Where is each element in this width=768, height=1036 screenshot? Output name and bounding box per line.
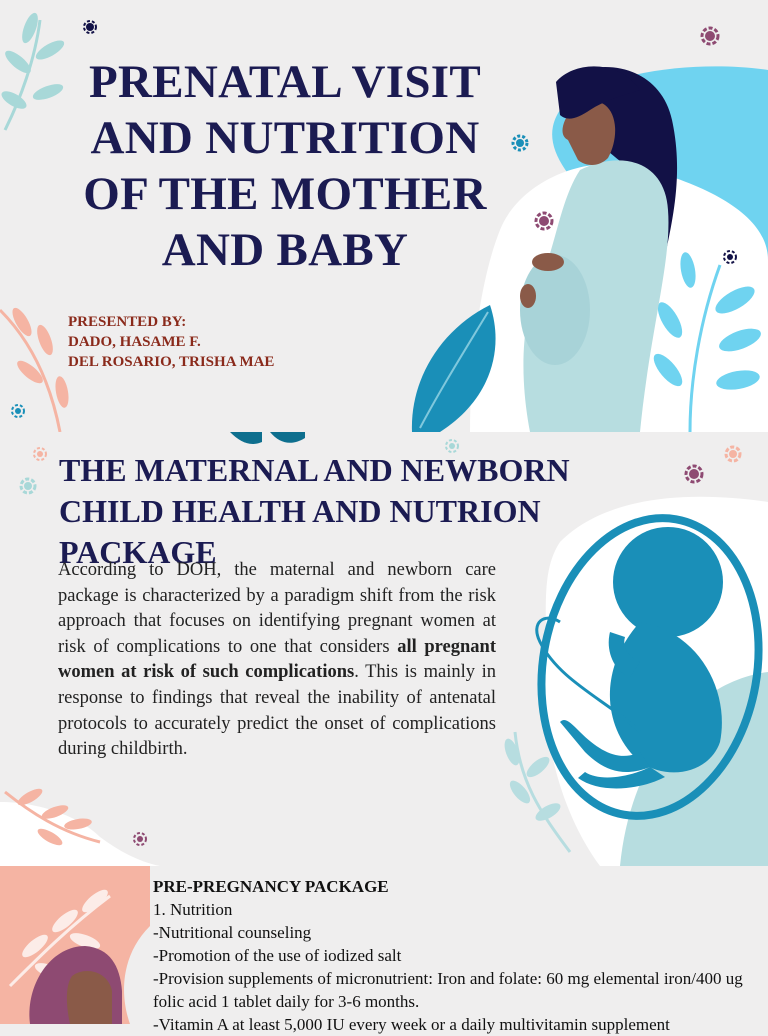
content-line: -Provision supplements of micronutrient: Iron and folate: 60 mg elemental iron/400 ug folic acid 1 tablet daily for 3-6 months. [153,969,743,1011]
flower-icon [702,28,718,44]
package-slide [0,432,768,866]
slide-content [153,875,753,1036]
slide-title: THE MATERNAL AND NEWBORN CHILD HEALTH AND NUTRION PACKAGE [59,452,570,570]
presenter-name: DEL ROSARIO, TRISHA MAE [68,354,275,370]
presenters-block [68,312,274,372]
content-line: -Vitamin A at least 5,000 IU every week or a daily multivitamin supplement [153,1015,670,1034]
presenter-name: DADO, HASAME F. [68,334,201,350]
pre-pregnancy-slide [0,866,768,1034]
coral-leaf-sprig [0,305,71,432]
flower-icon [84,21,96,33]
mint-leaf-sprig [0,11,67,130]
section-heading: PRE-PREGNANCY PACKAGE [153,877,389,896]
body-text: . This is mainly in response to findings that reveal the inability of antenatal protocols to accurately predict the onset of complications during childbirth. [58,662,496,760]
content-line: -Nutritional counseling [153,923,312,942]
slide-title: PRENATAL VISIT AND NUTRITION OF THE MOTHER AND BABY [83,56,487,276]
body-text: According to DOH, the maternal and newborn care package is characterized by a paradigm shift from the risk approach that focuses on identifying pregnant women at risk of complications to one that considers [58,560,496,657]
title-slide [0,0,768,432]
slide-body [58,558,496,763]
flower-icon [12,405,24,417]
body-emphasis: all pregnant women at risk of such complications [58,636,496,683]
presented-by-label: PRESENTED BY: [68,314,187,330]
mother-face [67,971,112,1024]
content-line: 1. Nutrition [153,900,233,919]
flower-icon [513,136,527,150]
content-line: -Promotion of the use of iodized salt [153,946,402,965]
